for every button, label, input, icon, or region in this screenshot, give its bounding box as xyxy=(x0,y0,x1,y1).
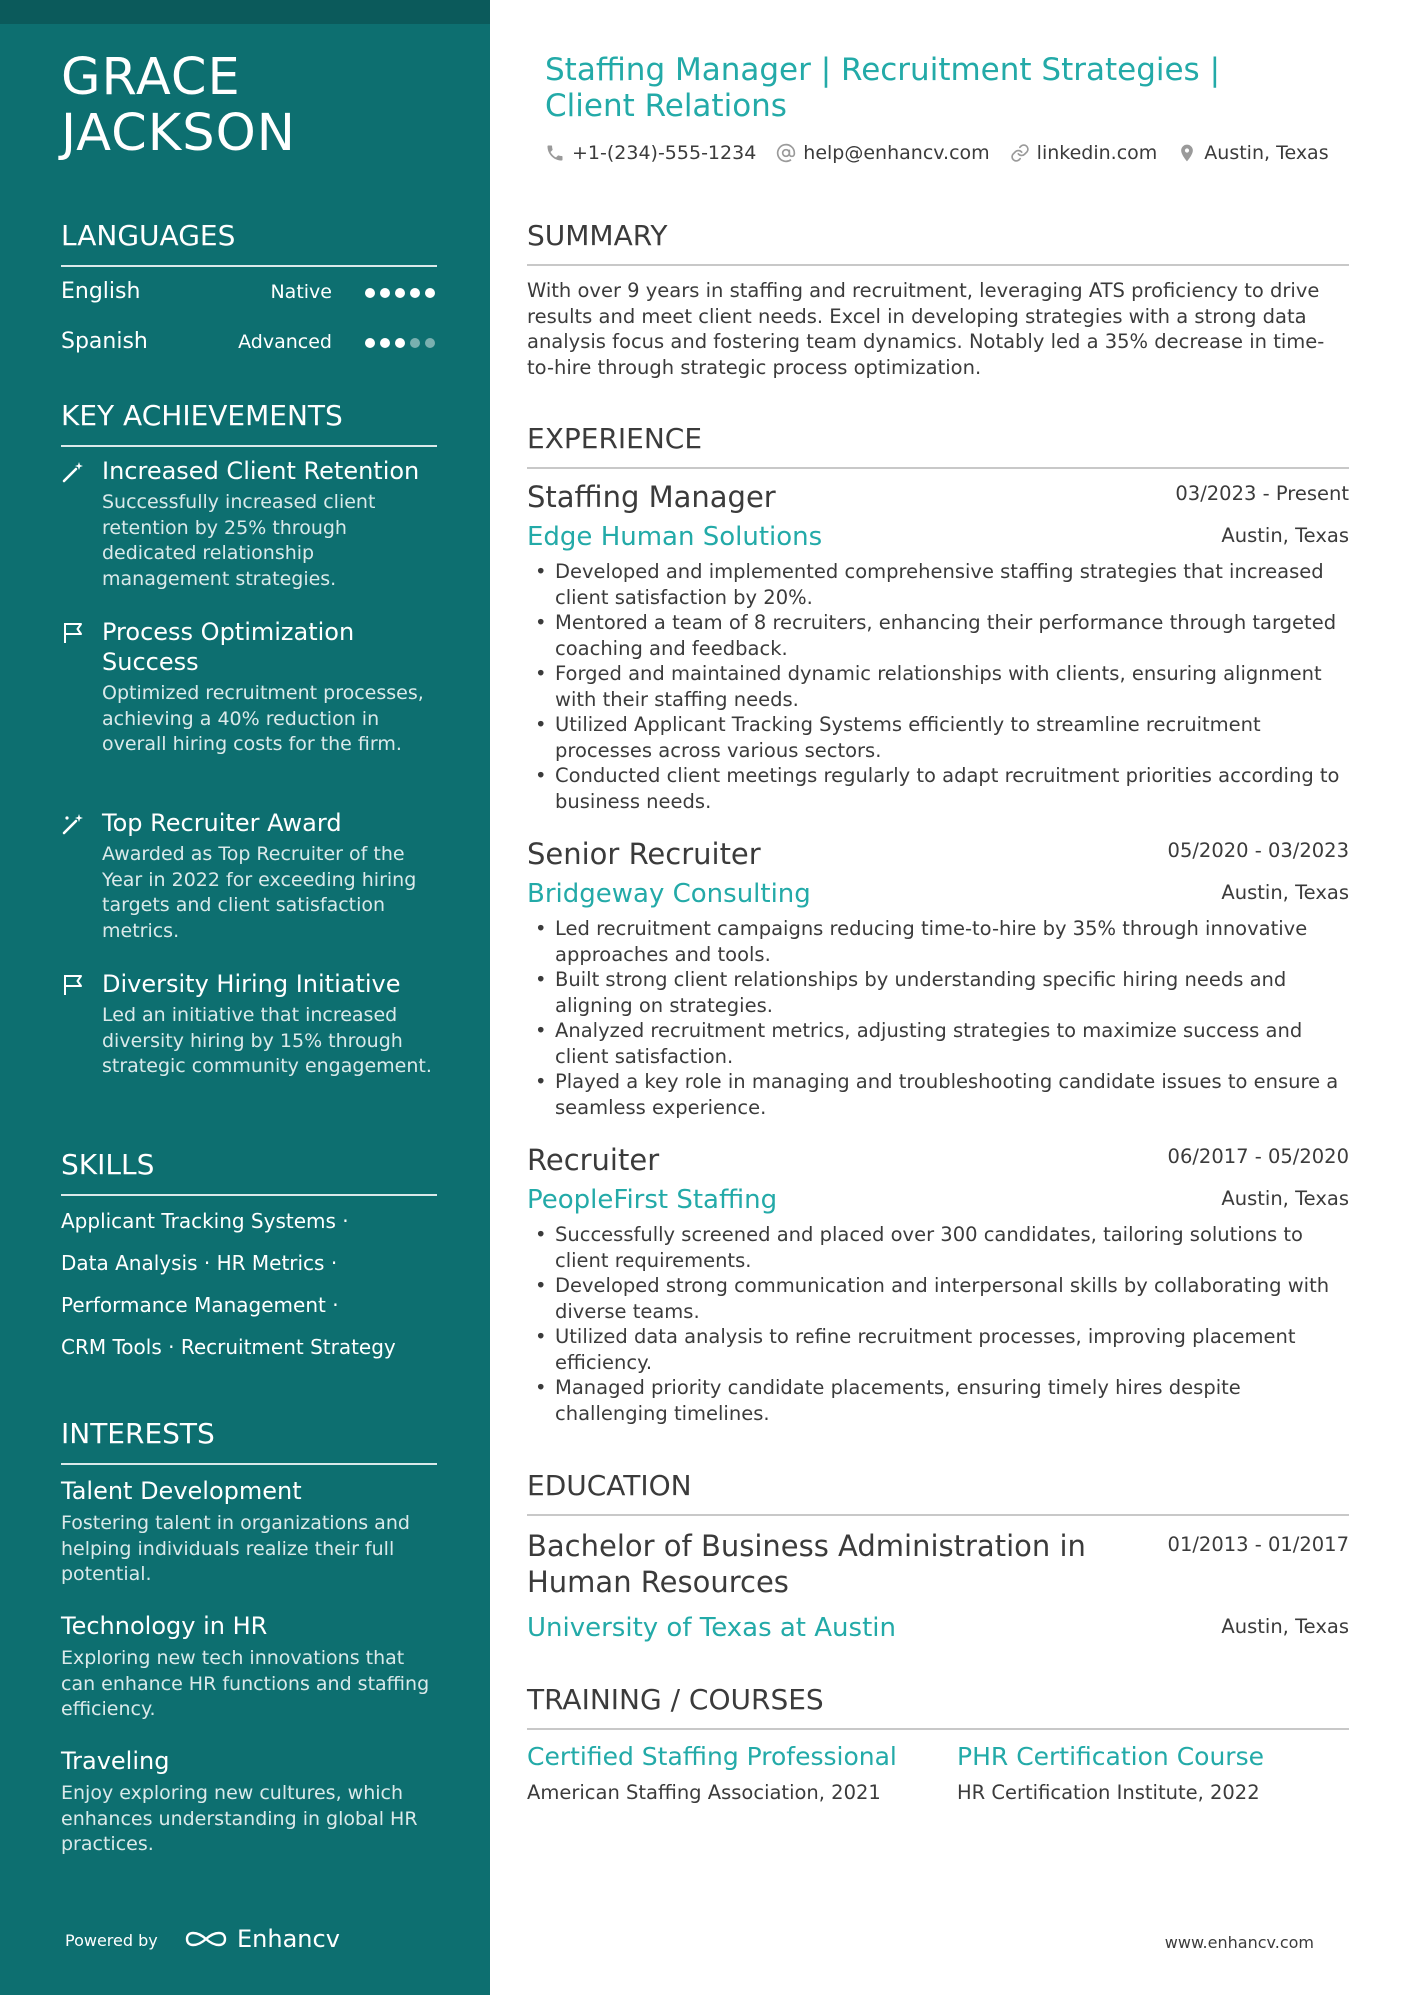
job-bullet: • Forged and maintained dynamic relationships with clients, ensuring alignment with their staffing needs. xyxy=(527,661,1349,712)
headline-separator: | xyxy=(820,52,832,88)
achievement-item xyxy=(61,808,441,944)
job-dates: 06/2017 - 05/2020 xyxy=(1167,1145,1349,1168)
interests-heading: INTERESTS xyxy=(61,1417,437,1465)
headline-separator: | xyxy=(1209,52,1221,88)
achievement-title: Diversity Hiring Initiative xyxy=(102,970,401,998)
job-bullet: • Played a key role in managing and troubleshooting candidate issues to ensure a seamless experience. xyxy=(527,1069,1349,1120)
enhancv-logo-icon xyxy=(183,1926,229,1952)
achievements-heading: KEY ACHIEVEMENTS xyxy=(61,399,437,447)
language-row xyxy=(61,327,437,357)
job-company: Edge Human Solutions xyxy=(527,522,823,552)
language-level: Advanced xyxy=(238,331,332,353)
contact-email[interactable] xyxy=(776,142,989,164)
candidate-name xyxy=(61,50,296,162)
job-entry xyxy=(527,1140,1349,1426)
location-pin-icon xyxy=(1177,143,1197,163)
skill-line: CRM Tools · Recruitment Strategy xyxy=(61,1335,396,1359)
interest-item xyxy=(61,1611,441,1723)
education-heading: EDUCATION xyxy=(527,1469,1349,1516)
degree-title: Bachelor of Business Administration in Human Resources xyxy=(527,1529,1086,1599)
summary-text: With over 9 years in staffing and recruitment, leveraging ATS proficiency to drive results and meet client needs. Excel in developing strategies with a strong data analysis focus and fostering team dynamics. Notably led a 35% decrease in time-to-hire through strategic process optimization. xyxy=(527,279,1325,379)
link-icon xyxy=(1010,143,1030,163)
interest-title: Traveling xyxy=(61,1747,170,1775)
course-provider: HR Certification Institute, 2022 xyxy=(957,1781,1260,1804)
name-last: JACKSON xyxy=(61,104,296,163)
enhancv-logo-text: Enhancv xyxy=(237,1925,340,1953)
job-bullet: • Successfully screened and placed over 300 candidates, tailoring solutions to client requirements. xyxy=(527,1222,1349,1273)
proficiency-dot xyxy=(395,288,405,298)
course-item xyxy=(957,1740,1357,1806)
interest-description: Enjoy exploring new cultures, which enhances understanding in global HR practices. xyxy=(61,1782,418,1855)
magic-wand-icon xyxy=(61,812,85,836)
job-bullet: • Utilized Applicant Tracking Systems efficiently to streamline recruitment processes across various sectors. xyxy=(527,712,1349,763)
job-dates: 05/2020 - 03/2023 xyxy=(1167,839,1349,862)
interest-description: Fostering talent in organizations and helping individuals realize their full potential. xyxy=(61,1512,410,1585)
achievement-description: Optimized recruitment processes, achieving a 40% reduction in overall hiring costs for the firm. xyxy=(102,682,424,755)
achievement-description: Led an initiative that increased diversity hiring by 15% through strategic community engagement. xyxy=(102,1004,432,1077)
experience-heading: EXPERIENCE xyxy=(527,422,1349,469)
magic-wand-icon xyxy=(61,460,85,484)
headline-focus: Client Relations xyxy=(545,88,787,124)
at-sign-icon xyxy=(776,143,796,163)
flag-icon xyxy=(61,973,85,997)
job-bullet: • Led recruitment campaigns reducing time-to-hire by 35% through innovative approaches and tools. xyxy=(527,916,1349,967)
job-company: Bridgeway Consulting xyxy=(527,879,811,909)
skill-line: Performance Management · xyxy=(61,1293,339,1317)
job-location: Austin, Texas xyxy=(1221,1187,1349,1210)
school-name: University of Texas at Austin xyxy=(527,1613,896,1643)
headline-role: Staffing Manager xyxy=(545,52,811,88)
job-bullet: • Built strong client relationships by understanding specific hiring needs and aligning on strategies. xyxy=(527,967,1349,1018)
contact-bar xyxy=(545,138,1349,168)
phone-icon xyxy=(545,143,565,163)
contact-location xyxy=(1177,142,1328,164)
course-provider: American Staffing Association, 2021 xyxy=(527,1781,881,1804)
language-proficiency-dots xyxy=(365,288,435,298)
job-bullet: • Utilized data analysis to refine recruitment processes, improving placement efficiency. xyxy=(527,1324,1349,1375)
proficiency-dot xyxy=(425,288,435,298)
achievement-item xyxy=(61,456,441,592)
language-name: Spanish xyxy=(61,329,148,354)
interest-description: Exploring new tech innovations that can enhance HR functions and staffing efficiency. xyxy=(61,1647,430,1720)
training-heading: TRAINING / COURSES xyxy=(527,1683,1349,1730)
language-proficiency-dots xyxy=(365,338,435,348)
interest-item xyxy=(61,1476,441,1588)
course-title: Certified Staffing Professional xyxy=(527,1742,897,1771)
education-dates: 01/2013 - 01/2017 xyxy=(1167,1533,1349,1556)
job-bullets xyxy=(527,1222,1349,1426)
job-company: PeopleFirst Staffing xyxy=(527,1185,778,1215)
job-bullet: • Developed strong communication and interpersonal skills by collaborating with diverse teams. xyxy=(527,1273,1349,1324)
job-title: Staffing Manager xyxy=(527,480,776,514)
proficiency-dot xyxy=(380,338,390,348)
footer-website[interactable]: www.enhancv.com xyxy=(1164,1933,1314,1952)
job-bullet: • Conducted client meetings regularly to adapt recruitment priorities according to business needs. xyxy=(527,763,1349,814)
contact-phone[interactable] xyxy=(545,142,756,164)
phone-text: +1-(234)-555-1234 xyxy=(572,142,757,164)
flag-icon xyxy=(61,621,85,645)
achievement-title: Increased Client Retention xyxy=(102,457,420,485)
job-bullets xyxy=(527,916,1349,1120)
achievement-item xyxy=(61,617,441,758)
proficiency-dot xyxy=(365,288,375,298)
interest-title: Talent Development xyxy=(61,1477,302,1505)
powered-by-label: Powered by xyxy=(65,1931,158,1950)
sidebar-top-bar xyxy=(0,0,490,24)
education-entry xyxy=(527,1528,1349,1643)
sidebar xyxy=(0,0,490,1995)
proficiency-dot-empty xyxy=(410,338,420,348)
language-name: English xyxy=(61,279,141,304)
languages-heading: LANGUAGES xyxy=(61,219,437,267)
achievement-item xyxy=(61,969,441,1080)
education-location: Austin, Texas xyxy=(1221,1615,1349,1638)
job-entry xyxy=(527,477,1349,814)
skill-line: Applicant Tracking Systems · xyxy=(61,1209,349,1233)
job-bullet: • Developed and implemented comprehensive staffing strategies that increased client satisfaction by 20%. xyxy=(527,559,1349,610)
job-title: Senior Recruiter xyxy=(527,837,761,871)
job-location: Austin, Texas xyxy=(1221,524,1349,547)
achievement-title: Top Recruiter Award xyxy=(102,809,342,837)
headline-focus: Recruitment Strategies xyxy=(841,52,1200,88)
proficiency-dot xyxy=(395,338,405,348)
achievement-description: Successfully increased client retention by 25% through dedicated relationship management strategies. xyxy=(102,491,376,590)
email-text: help@enhancv.com xyxy=(803,142,990,164)
course-item xyxy=(527,1740,927,1806)
job-bullets xyxy=(527,559,1349,814)
language-row xyxy=(61,277,437,307)
skills-heading: SKILLS xyxy=(61,1148,437,1196)
job-title: Recruiter xyxy=(527,1143,660,1177)
job-dates: 03/2023 - Present xyxy=(1175,482,1349,505)
proficiency-dot-empty xyxy=(425,338,435,348)
job-bullet: • Mentored a team of 8 recruiters, enhancing their performance through targeted coaching and feedback. xyxy=(527,610,1349,661)
job-location: Austin, Texas xyxy=(1221,881,1349,904)
proficiency-dot xyxy=(380,288,390,298)
achievement-title: Process Optimization Success xyxy=(102,618,355,676)
proficiency-dot xyxy=(410,288,420,298)
job-bullet: • Analyzed recruitment metrics, adjusting strategies to maximize success and client satisfaction. xyxy=(527,1018,1349,1069)
contact-linkedin[interactable] xyxy=(1010,142,1158,164)
interest-title: Technology in HR xyxy=(61,1612,268,1640)
course-title: PHR Certification Course xyxy=(957,1742,1264,1771)
language-level: Native xyxy=(270,281,332,303)
linkedin-text: linkedin.com xyxy=(1036,142,1158,164)
interest-item xyxy=(61,1746,441,1858)
enhancv-logo[interactable] xyxy=(183,1925,340,1953)
summary-heading: SUMMARY xyxy=(527,219,1349,266)
headline xyxy=(545,52,1315,124)
name-first: GRACE xyxy=(61,48,241,107)
proficiency-dot xyxy=(365,338,375,348)
job-entry xyxy=(527,834,1349,1120)
location-text: Austin, Texas xyxy=(1204,142,1329,164)
achievement-description: Awarded as Top Recruiter of the Year in 2022 for exceeding hiring targets and client satisfaction metrics. xyxy=(102,843,417,942)
skill-line: Data Analysis · HR Metrics · xyxy=(61,1251,338,1275)
job-bullet: • Managed priority candidate placements, ensuring timely hires despite challenging timelines. xyxy=(527,1375,1349,1426)
